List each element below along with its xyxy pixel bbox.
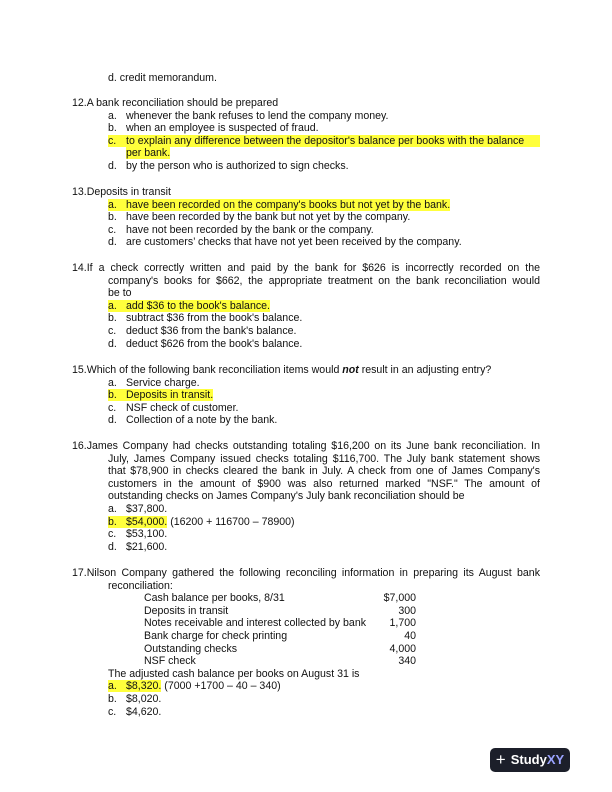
table-row: Deposits in transit 300	[144, 604, 416, 617]
table-row: NSF check 340	[144, 655, 416, 668]
q12-option-b: b. when an employee is suspected of fraud.	[108, 122, 319, 135]
q15-stem: 15.Which of the following bank reconciliation items would not result in an adjusting entry?	[72, 364, 492, 376]
table-row: Bank charge for check printing 40	[144, 629, 416, 642]
q14-option-b: b. subtract $36 from the book's balance.	[108, 312, 303, 325]
q13-option-c: c. have not been recorded by the bank or the company.	[108, 223, 374, 236]
q16-option-c: c. $53,100.	[108, 528, 168, 541]
q14-option-d: d. deduct $626 from the book's balance.	[108, 337, 303, 350]
q12-option-a: a. whenever the bank refuses to lend the company money.	[108, 109, 389, 122]
q16-option-b: b. $54,000. (16200 + 116700 – 78900)	[108, 515, 295, 528]
q15-option-d: d. Collection of a note by the bank.	[108, 414, 278, 427]
table-row: Cash balance per books, 8/31 $7,000	[144, 592, 416, 605]
q13-stem: 13.Deposits in transit	[72, 186, 171, 198]
q16-option-d: d. $21,600.	[108, 540, 168, 553]
q17-option-a: a. $8,320. (7000 +1700 – 40 – 340)	[108, 680, 281, 693]
q15-option-c: c. NSF check of customer.	[108, 401, 239, 414]
q15-option-a: a. Service charge.	[108, 376, 200, 389]
plus-icon: +	[495, 749, 506, 769]
q16-stem: 16.James Company had checks outstanding totaling $16,200 on its June bank reconciliation. In July, James Company issued checks totaling $116,700. The July bank statement shows that $78,900 in checks cleared the bank in July. A check from one of James Company's customers in the amount of $900 was also returned marked "NSF." The amount of outstanding checks on James Company's July bank reconciliation should be	[72, 440, 540, 503]
q14-stem: 14.If a check correctly written and paid by the bank for $626 is incorrectly recorded on the company's books for $662, the appropriate treatment on the bank reconciliation would be to	[72, 262, 540, 300]
q17-stem: 17.Nilson Company gathered the following reconciling information in preparing its August bank reconciliation:	[72, 567, 540, 592]
q17-option-c: c. $4,620.	[108, 705, 162, 718]
q14-option-a: a. add $36 to the book's balance.	[108, 299, 270, 312]
q13-option-a: a. have been recorded on the company's books but not yet by the bank.	[108, 198, 451, 211]
q14-option-c: c. deduct $36 from the bank's balance.	[108, 325, 297, 337]
q12-option-c: c. to explain any difference between the depositor's balance per books with the balance per bank.	[108, 135, 540, 160]
q11-option-d: d. credit memorandum.	[108, 72, 217, 84]
q13-option-d: d. are customers’ checks that have not yet been received by the company.	[108, 236, 462, 249]
q15-option-b: b. Deposits in transit.	[108, 389, 214, 402]
studyxy-logo[interactable]: + Study XY	[490, 748, 570, 772]
q12-option-d: d. by the person who is authorized to sign checks.	[108, 160, 349, 172]
q17-question: The adjusted cash balance per books on August 31 is	[108, 667, 360, 680]
q16-option-a: a. $37,800.	[108, 503, 168, 515]
q13-option-b: b. have been recorded by the bank but not yet by the company.	[108, 211, 411, 224]
q17-option-b: b. $8,020.	[108, 693, 162, 705]
table-row: Outstanding checks 4,000	[144, 642, 416, 655]
reconciling-items-table	[144, 592, 416, 668]
table-row: Notes receivable and interest collected by bank 1,700	[144, 617, 416, 630]
q12-stem: 12.A bank reconciliation should be prepared	[72, 97, 279, 109]
